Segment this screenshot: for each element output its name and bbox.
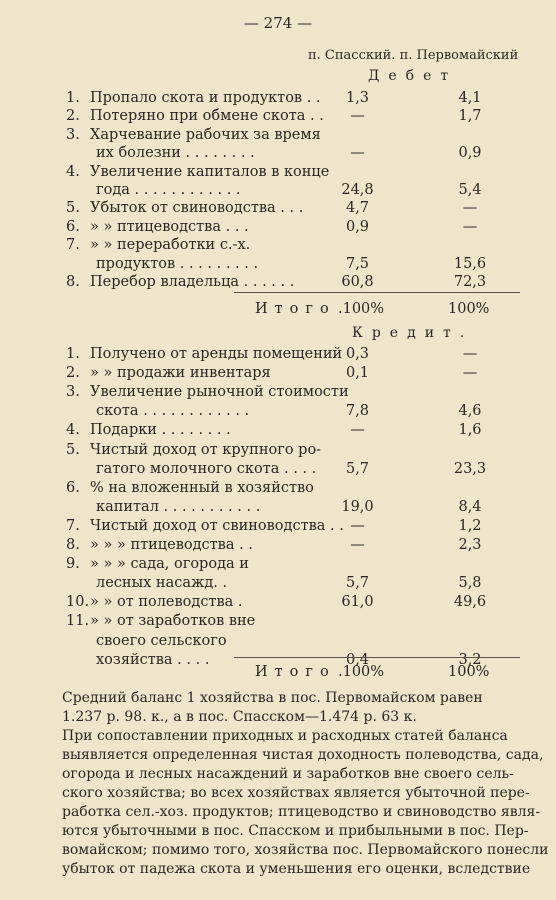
row-label: » » » сада, огорода и [90,556,249,573]
value-pervomaysky: 1,2 [458,517,482,534]
row-number: 7. [66,237,80,254]
table-row [0,593,556,612]
value-spassky: 24,8 [341,182,374,198]
value-spassky: — [350,108,365,125]
row-label: » » от полеводства . [90,594,243,611]
table-row [0,107,556,126]
text-line: огорода и лесных насаждений и заработков вне своего сель- [62,766,514,782]
row-number: 1. [66,90,80,106]
table-row [0,236,556,255]
value-pervomaysky: — [462,365,478,382]
row-label: своего сельского [96,632,227,649]
value-spassky: 7,5 [345,255,370,272]
value-spassky: 0,4 [345,651,370,668]
credit-total-v1: .100% [338,664,385,680]
row-number: 6. [66,479,80,496]
row-number: 11. [66,613,90,630]
value-spassky: 61,0 [341,594,374,611]
text-line: ются убыточными в пос. Спасском и прибыльными в пос. Пер- [62,823,529,839]
value-pervomaysky: 15,6 [453,255,487,272]
value-pervomaysky: — [462,200,478,217]
table-row [0,126,556,145]
paragraph-comparison [62,727,549,879]
value-pervomaysky: 1,7 [458,108,482,125]
value-spassky: 60,8 [341,274,374,290]
table-row [0,632,556,651]
table-row [0,460,556,479]
table-row [0,536,556,555]
value-spassky: 5,7 [345,575,370,592]
row-number: 9. [66,556,80,573]
value-pervomaysky: 72,3 [453,274,487,290]
columns-header: п. Спасский. п. Первомайский [308,48,519,63]
table-row [0,364,556,383]
text-line: При сопоставлении приходных и расходных статей баланса [62,728,508,744]
row-label: продуктов . . . . . . . . . [96,255,259,272]
row-number: 7. [66,517,80,534]
table-row [0,421,556,440]
paragraph-average-balance [62,689,524,727]
value-spassky: 4,7 [345,200,370,217]
row-label: » » переработки с.-х. [90,237,251,254]
debit-total-v2: 100% [448,301,490,317]
row-number: 1. [66,346,80,362]
table-row [0,345,556,364]
debit-heading: Дебет [368,68,458,84]
credit-total-v2: 100% [448,664,490,680]
value-pervomaysky: 4,1 [458,90,482,106]
row-label: Убыток от свиноводства . . . [90,200,304,217]
value-pervomaysky: — [462,346,478,362]
value-spassky: 5,7 [345,460,370,477]
row-label: хозяйства . . . . [96,651,210,668]
credit-rule [234,657,520,658]
row-number: 2. [66,108,80,125]
row-label: » » » птицеводства . . [90,537,253,553]
table-row [0,255,556,274]
table-row [0,498,556,517]
page-number: — 274 — [243,14,313,32]
table-row [0,479,556,498]
value-pervomaysky: — [462,218,478,235]
table-row [0,402,556,421]
value-pervomaysky: 2,3 [458,537,482,553]
row-label: года . . . . . . . . . . . . [96,182,241,198]
row-number: 10. [66,594,90,611]
row-number: 8. [66,537,80,553]
value-spassky: — [350,537,365,553]
value-pervomaysky: 5,4 [458,182,482,198]
value-spassky: 19,0 [341,498,374,515]
row-number: 4. [66,422,80,439]
row-label: скота . . . . . . . . . . . . [96,403,250,420]
debit-total-label: Итого [255,301,336,317]
table-row [0,273,556,292]
row-number: 2. [66,365,80,382]
row-label: лесных насажд. . [96,575,228,592]
value-pervomaysky: 49,6 [453,594,487,611]
row-label: Чистый доход от свиноводства . . [90,517,344,534]
row-label: Увеличение капиталов в конце [90,163,330,180]
value-spassky: — [350,422,365,439]
table-row [0,383,556,402]
row-label: гатого молочного скота . . . . [96,460,317,477]
table-row [0,144,556,163]
row-label: % на вложенный в хозяйство [90,479,314,496]
row-label: » » продажи инвентаря [90,365,271,382]
value-pervomaysky: 1,6 [458,422,482,439]
row-label: Увеличение рыночной стоимости [90,384,349,401]
table-row [0,555,556,574]
table-row [0,612,556,631]
table-row [0,441,556,460]
value-spassky: 1,3 [345,90,370,106]
row-label: Пропало скота и продуктов . . [90,90,321,106]
row-number: 3. [66,384,80,401]
value-pervomaysky: 0,9 [458,145,482,162]
row-label: Чистый доход от крупного ро- [90,441,322,458]
row-label: Перебор владельца . . . . . . [90,274,295,290]
table-row [0,574,556,593]
row-label: » » птицеводства . . . [90,218,249,235]
row-label: Получено от аренды помещений [90,346,343,362]
value-pervomaysky: 8,4 [458,498,482,515]
text-line: убыток от падежа скота и уменьшения его оценки, вследствие [62,861,531,877]
text-line: выявляется определенная чистая доходность полеводства, сада, [62,747,544,763]
credit-heading: Кредит. [352,325,474,341]
row-label: Потеряно при обмене скота . . [90,108,324,125]
row-number: 5. [66,200,80,217]
table-row [0,163,556,182]
row-label: Подарки . . . . . . . . [90,422,231,439]
text-line: ского хозяйства; во всех хозяйствах является убыточной пере- [62,785,530,801]
table-row [0,181,556,200]
row-label: Харчевание рабочих за время [90,126,321,143]
credit-total-label: Итого [255,664,336,680]
row-number: 3. [66,126,80,143]
text-line: 1.237 р. 98. к., а в пос. Спасском—1.474 р. 63 к. [62,709,417,725]
table-row [0,218,556,237]
table-row [0,199,556,218]
row-number: 5. [66,441,80,458]
value-spassky: — [350,517,365,534]
debit-rule [234,292,520,293]
debit-total-v1: .100% [338,301,385,317]
value-pervomaysky: 5,8 [458,575,482,592]
table-row [0,89,556,108]
text-line: работка сел.-хоз. продуктов; птицеводство и свиноводство явля- [62,804,541,820]
value-spassky: — [350,145,365,162]
row-label: капитал . . . . . . . . . . . [96,498,261,515]
value-pervomaysky: 4,6 [458,403,482,420]
text-line: вомайском; помимо того, хозяйства пос. Первомайского понесли [62,842,549,858]
table-row [0,517,556,536]
value-pervomaysky: 23,3 [453,460,487,477]
value-pervomaysky: 3,2 [458,651,482,668]
value-spassky: 0,3 [345,346,370,362]
value-spassky: 7,8 [345,403,370,420]
row-number: 8. [66,274,80,290]
row-number: 6. [66,218,80,235]
row-number: 4. [66,163,80,180]
row-label: » » от заработков вне [90,613,256,630]
row-label: их болезни . . . . . . . . [96,145,255,162]
text-line: Средний баланс 1 хозяйства в пос. Первомайском равен [62,690,483,706]
value-spassky: 0,9 [345,218,370,235]
value-spassky: 0,1 [345,365,370,382]
